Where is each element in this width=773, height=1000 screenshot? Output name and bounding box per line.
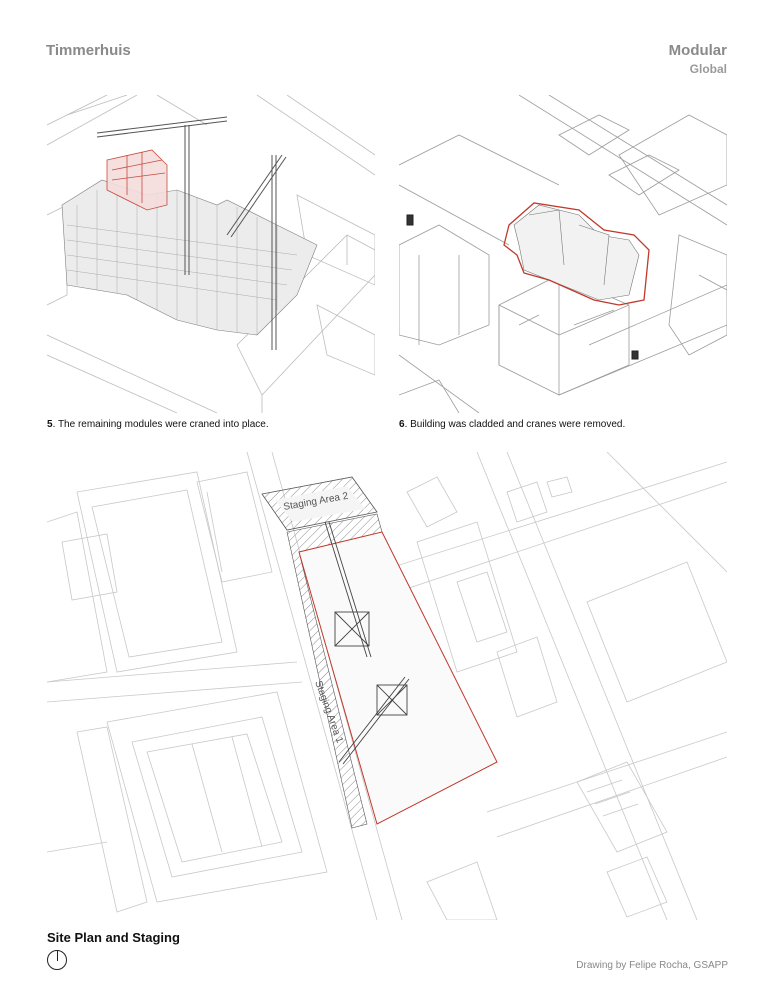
caption-text: . Building was cladded and cranes were removed.: [404, 419, 626, 430]
site-plan-drawing: [47, 452, 727, 920]
axonometric-step-5: [47, 95, 375, 413]
project-title: Timmerhuis: [46, 42, 131, 59]
method-subtitle: Global: [689, 62, 727, 76]
drawing-credit: Drawing by Felipe Rocha, GSAPP: [576, 960, 728, 971]
staging-area-2-label: Staging Area 2: [282, 490, 350, 513]
caption-text: . The remaining modules were craned into place.: [52, 419, 269, 430]
step-number: 6: [399, 419, 405, 430]
staging-area-1-label: Staging Area 1: [312, 679, 345, 745]
site-plan-title: Site Plan and Staging: [47, 930, 180, 945]
caption-step-5: [47, 419, 269, 430]
axonometric-drawing-step-5: [47, 95, 375, 413]
north-arrow-icon: [47, 950, 67, 970]
caption-step-6: [399, 419, 625, 430]
method-title: Modular: [668, 42, 727, 59]
step-number: 5: [47, 419, 53, 430]
site-plan: [47, 452, 727, 920]
axonometric-drawing-step-6: [399, 95, 727, 413]
axonometric-step-6: [399, 95, 727, 413]
